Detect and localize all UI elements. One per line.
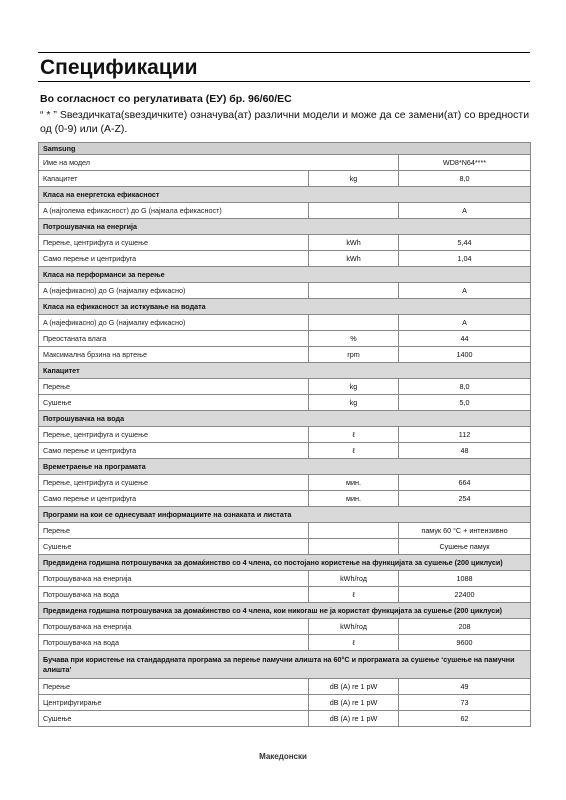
row-value: 48	[399, 443, 531, 459]
row-label: Сушење	[39, 711, 309, 727]
section-header	[39, 363, 531, 379]
section-title: Предвидена годишна потрошувачка за домаќинство со 4 члена, со постојано користење на функцијата за сушење (200 циклуси)	[39, 555, 531, 571]
table-row	[39, 635, 531, 651]
table-row	[39, 315, 531, 331]
row-label: Преостаната влага	[39, 331, 309, 347]
capacity-label: Капацитет	[39, 171, 309, 187]
model-label: Име на модел	[39, 155, 399, 171]
section-header	[39, 187, 531, 203]
table-row	[39, 283, 531, 299]
section-header	[39, 267, 531, 283]
section-header	[39, 603, 531, 619]
table-row	[39, 475, 531, 491]
capacity-row	[39, 171, 531, 187]
row-unit: dB (A) re 1 pW	[309, 695, 399, 711]
row-unit: kg	[309, 379, 399, 395]
table-row	[39, 443, 531, 459]
row-value: 73	[399, 695, 531, 711]
row-value: 5,0	[399, 395, 531, 411]
table-row	[39, 619, 531, 635]
row-unit: kWh/год	[309, 619, 399, 635]
row-value: 254	[399, 491, 531, 507]
specifications-table	[38, 142, 531, 727]
row-label: A (најефикасно) до G (најмалку ефикасно)	[39, 315, 309, 331]
section-title: Времетраење на програмата	[39, 459, 531, 475]
row-unit	[309, 203, 399, 219]
row-unit: ℓ	[309, 427, 399, 443]
table-row	[39, 203, 531, 219]
row-unit: kWh/год	[309, 571, 399, 587]
row-label: A (најефикасно) до G (најмалку ефикасно)	[39, 283, 309, 299]
row-unit: ℓ	[309, 635, 399, 651]
row-label: Перење, центрифуга и сушење	[39, 235, 309, 251]
section-header	[39, 651, 531, 679]
section-title: Класа на ефикасност за исткување на водата	[39, 299, 531, 315]
row-value: 44	[399, 331, 531, 347]
row-label: Центрифугирање	[39, 695, 309, 711]
row-unit: dB (A) re 1 pW	[309, 679, 399, 695]
section-title: Потрошувачка на вода	[39, 411, 531, 427]
section-title: Програми на кои се однесуваат информациите на ознаката и листата	[39, 507, 531, 523]
row-value: 5,44	[399, 235, 531, 251]
row-unit: rpm	[309, 347, 399, 363]
section-title: Класа на енергетска ефикасност	[39, 187, 531, 203]
row-value: 9600	[399, 635, 531, 651]
table-row	[39, 539, 531, 555]
page-title: Спецификации	[38, 52, 530, 82]
page-footer-language: Македонски	[259, 752, 307, 761]
table-row	[39, 379, 531, 395]
row-label: Сушење	[39, 539, 309, 555]
row-value: A	[399, 315, 531, 331]
section-header	[39, 507, 531, 523]
table-row	[39, 251, 531, 267]
row-value: 8,0	[399, 379, 531, 395]
brand-row	[39, 143, 531, 155]
row-value: 22400	[399, 587, 531, 603]
row-value: 1,04	[399, 251, 531, 267]
row-label: Само перење и центрифуга	[39, 443, 309, 459]
section-title: Предвидена годишна потрошувачка за домаќинство со 4 члена, кои никогаш не ја користат функцијата за сушење (200 циклуси)	[39, 603, 531, 619]
row-unit: kWh	[309, 251, 399, 267]
table-row	[39, 331, 531, 347]
section-header	[39, 411, 531, 427]
row-label: Сушење	[39, 395, 309, 411]
row-value: 112	[399, 427, 531, 443]
row-unit: %	[309, 331, 399, 347]
section-title: Класа на перформанси за перење	[39, 267, 531, 283]
row-value: 664	[399, 475, 531, 491]
row-unit	[309, 315, 399, 331]
table-row	[39, 571, 531, 587]
row-value: памук 60 °C + интензивно	[399, 523, 531, 539]
row-unit: kWh	[309, 235, 399, 251]
section-title: Бучава при користење на стандардната програма за перење памучни алишта на 60°C и програмата за сушење ‘сушење на памучни алишта’	[39, 651, 531, 679]
section-header	[39, 555, 531, 571]
row-value: 62	[399, 711, 531, 727]
row-value: A	[399, 283, 531, 299]
row-label: Потрошувачка на енергија	[39, 571, 309, 587]
capacity-value: 8,0	[399, 171, 531, 187]
row-label: Само перење и центрифуга	[39, 251, 309, 267]
row-label: Само перење и центрифуга	[39, 491, 309, 507]
table-row	[39, 347, 531, 363]
row-unit: ℓ	[309, 443, 399, 459]
table-row	[39, 395, 531, 411]
row-label: A (најголема ефикасност) до G (најмала ефикасност)	[39, 203, 309, 219]
row-value: A	[399, 203, 531, 219]
row-value: 1400	[399, 347, 531, 363]
row-label: Перење	[39, 379, 309, 395]
row-value: 49	[399, 679, 531, 695]
table-row	[39, 523, 531, 539]
table-row	[39, 587, 531, 603]
table-row	[39, 235, 531, 251]
table-row	[39, 711, 531, 727]
row-label: Потрошувачка на вода	[39, 587, 309, 603]
row-unit: мин.	[309, 475, 399, 491]
row-unit	[309, 523, 399, 539]
row-unit: мин.	[309, 491, 399, 507]
asterisk-note: “ * ” Sвездичката(ѕвездичките) означува(ат) различни модели и може да се замени(ат) со вредности од (0-9) или (A-Z).	[40, 109, 530, 135]
row-unit	[309, 283, 399, 299]
row-label: Перење, центрифуга и сушење	[39, 427, 309, 443]
row-label: Перење	[39, 679, 309, 695]
section-title: Потрошувачка на енергија	[39, 219, 531, 235]
brand-label: Samsung	[39, 143, 531, 155]
table-row	[39, 695, 531, 711]
section-header	[39, 459, 531, 475]
table-row	[39, 679, 531, 695]
regulation-heading: Во согласност со регулативата (ЕУ) бр. 96/60/ЕС	[40, 93, 292, 105]
row-label: Перење, центрифуга и сушење	[39, 475, 309, 491]
row-unit: ℓ	[309, 587, 399, 603]
row-value: 208	[399, 619, 531, 635]
row-label: Перење	[39, 523, 309, 539]
row-unit: kg	[309, 395, 399, 411]
section-header	[39, 299, 531, 315]
table-row	[39, 491, 531, 507]
model-value: WD8*N64****	[399, 155, 531, 171]
row-label: Потрошувачка на енергија	[39, 619, 309, 635]
section-title: Капацитет	[39, 363, 531, 379]
table-row	[39, 427, 531, 443]
section-header	[39, 219, 531, 235]
row-label: Максимална брзина на вртење	[39, 347, 309, 363]
row-value: Сушење памук	[399, 539, 531, 555]
model-row	[39, 155, 531, 171]
row-label: Потрошувачка на вода	[39, 635, 309, 651]
row-unit: dB (A) re 1 pW	[309, 711, 399, 727]
capacity-unit: kg	[309, 171, 399, 187]
row-unit	[309, 539, 399, 555]
row-value: 1088	[399, 571, 531, 587]
